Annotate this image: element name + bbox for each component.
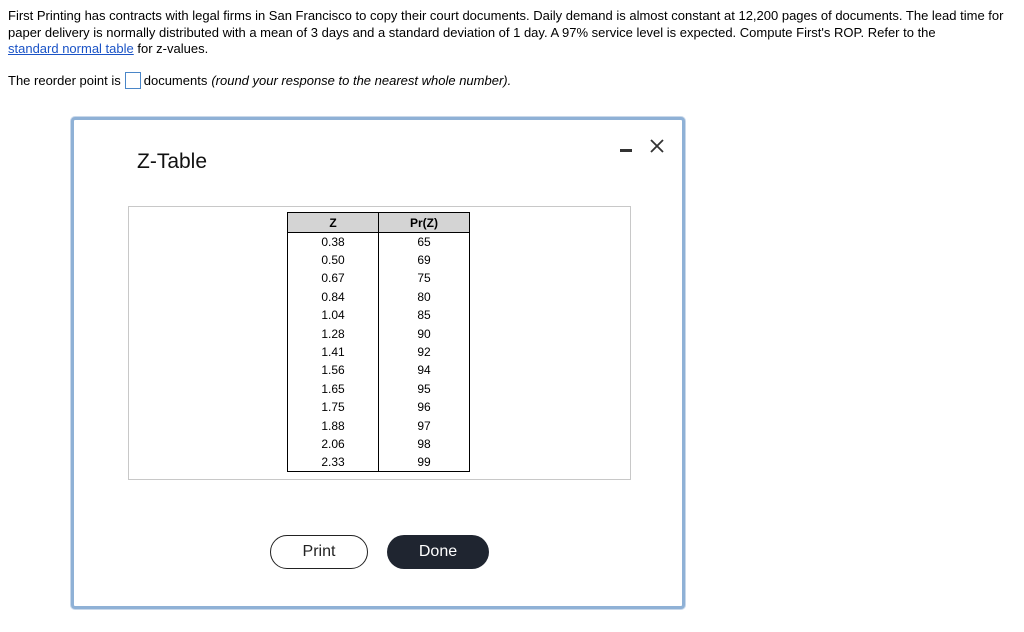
probability-cell: 80: [379, 288, 470, 306]
z-table-dialog: [71, 117, 685, 609]
table-row: [288, 453, 470, 471]
table-row: [288, 306, 470, 324]
table-row: [288, 435, 470, 453]
probability-cell: 95: [379, 380, 470, 398]
table-row: [288, 380, 470, 398]
answer-instruction: (round your response to the nearest whole number).: [211, 73, 512, 88]
table-row: [288, 343, 470, 361]
z-value-cell: 1.41: [288, 343, 379, 361]
z-value-cell: 2.33: [288, 453, 379, 471]
question-text: [8, 8, 1016, 58]
z-table-frame: [128, 206, 631, 480]
close-icon: [648, 137, 666, 155]
z-value-cell: 2.06: [288, 435, 379, 453]
z-table-body: [288, 233, 470, 472]
z-value-cell: 1.65: [288, 380, 379, 398]
probability-cell: 69: [379, 251, 470, 269]
probability-cell: 97: [379, 416, 470, 434]
z-value-cell: 1.75: [288, 398, 379, 416]
table-row: [288, 324, 470, 342]
done-button[interactable]: Done: [387, 535, 489, 569]
probability-cell: 96: [379, 398, 470, 416]
table-row: [288, 416, 470, 434]
answer-prefix: The reorder point is: [8, 73, 121, 88]
probability-cell: 65: [379, 233, 470, 251]
probability-cell: 90: [379, 324, 470, 342]
close-button[interactable]: [647, 136, 667, 156]
z-value-cell: 0.38: [288, 233, 379, 251]
table-row: [288, 269, 470, 287]
z-value-cell: 0.84: [288, 288, 379, 306]
z-value-cell: 0.67: [288, 269, 379, 287]
table-row: [288, 233, 470, 251]
table-row: [288, 398, 470, 416]
z-value-cell: 1.56: [288, 361, 379, 379]
z-value-cell: 1.04: [288, 306, 379, 324]
z-value-cell: 1.88: [288, 416, 379, 434]
probability-cell: 99: [379, 453, 470, 471]
question-body: First Printing has contracts with legal firms in San Francisco to copy their court documents. Daily demand is almost constant at 12,200 pages of documents. The lead time for paper delivery is normally distributed with a mean of 3 days and a standard deviation of 1 day. A 97% service level is expected. Compute First's ROP. Refer to the: [8, 8, 1004, 40]
standard-normal-table-link[interactable]: standard normal table: [8, 41, 134, 56]
table-row: [288, 361, 470, 379]
dialog-title: Z-Table: [137, 150, 208, 173]
probability-cell: 85: [379, 306, 470, 324]
prz-column-header: Pr(Z): [379, 213, 470, 233]
z-value-cell: 1.28: [288, 324, 379, 342]
table-row: [288, 251, 470, 269]
answer-line: [8, 72, 511, 89]
z-column-header: Z: [288, 213, 379, 233]
reorder-point-input[interactable]: [125, 72, 141, 89]
probability-cell: 94: [379, 361, 470, 379]
probability-cell: 92: [379, 343, 470, 361]
z-table: [287, 212, 470, 472]
print-button[interactable]: Print: [270, 535, 368, 569]
minimize-button[interactable]: [616, 136, 636, 156]
probability-cell: 75: [379, 269, 470, 287]
question-after-link: for z-values.: [137, 41, 209, 56]
answer-suffix: documents: [143, 73, 208, 88]
probability-cell: 98: [379, 435, 470, 453]
z-value-cell: 0.50: [288, 251, 379, 269]
minimize-icon: [620, 149, 632, 152]
table-row: [288, 288, 470, 306]
